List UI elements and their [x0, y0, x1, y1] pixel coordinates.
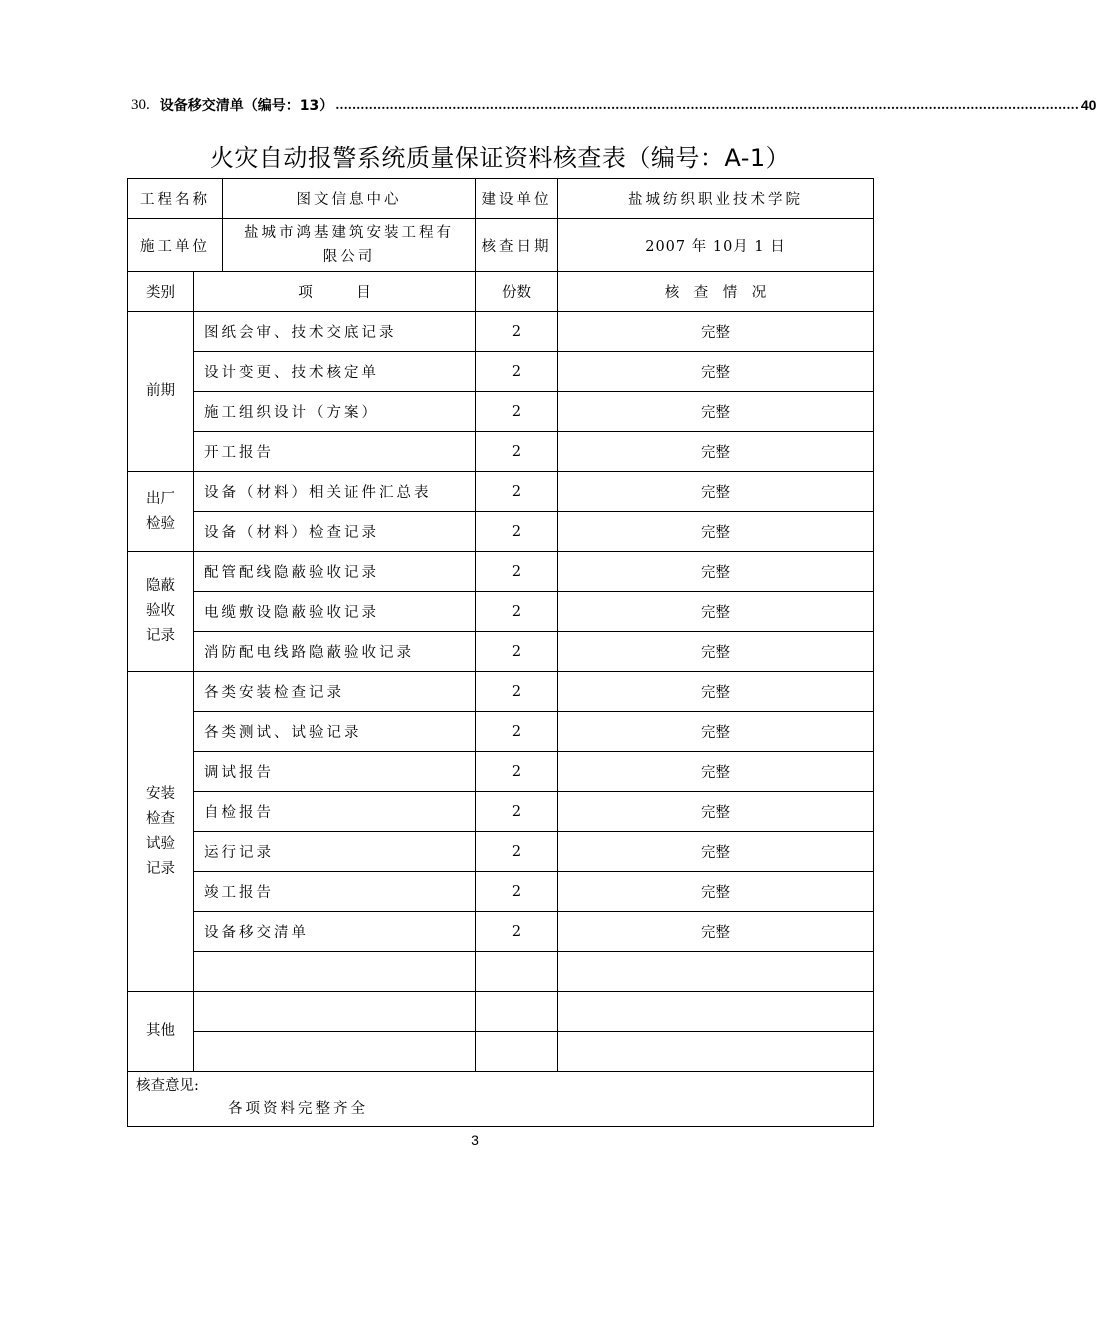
category-line: 其他	[146, 1023, 175, 1039]
row-copies: 2	[476, 512, 558, 552]
table-row-empty	[128, 992, 874, 1032]
category-line: 记录	[146, 628, 175, 644]
table-row	[128, 512, 874, 552]
date-value: 2007 年 10月 1 日	[558, 219, 874, 272]
row-item: 电缆敷设隐蔽验收记录	[194, 592, 476, 632]
row-status: 完整	[558, 352, 874, 392]
row-copies: 2	[476, 832, 558, 872]
category-line: 验收	[146, 603, 175, 619]
empty-cell	[558, 1032, 874, 1072]
table-row	[128, 712, 874, 752]
table-row	[128, 672, 874, 712]
category-line: 检查	[146, 810, 175, 827]
row-status: 完整	[558, 912, 874, 952]
row-status: 完整	[558, 512, 874, 552]
row-item: 竣工报告	[194, 872, 476, 912]
empty-cell	[476, 952, 558, 992]
row-status: 完整	[558, 432, 874, 472]
toc-title: 设备移交清单（编号：13）	[159, 98, 334, 114]
note-text: 各项资料完整齐全	[228, 1101, 368, 1117]
row-status: 完整	[558, 392, 874, 432]
row-copies: 2	[476, 592, 558, 632]
row-status: 完整	[558, 872, 874, 912]
row-item: 配管配线隐蔽验收记录	[194, 552, 476, 592]
row-copies: 2	[476, 752, 558, 792]
row-status: 完整	[558, 792, 874, 832]
info-row-project	[128, 179, 874, 219]
page-number: 3	[471, 1132, 479, 1148]
toc-entry	[131, 94, 1096, 116]
row-copies: 2	[476, 792, 558, 832]
note-row	[128, 1072, 874, 1127]
header-item: 项 目	[194, 272, 476, 312]
row-copies: 2	[476, 912, 558, 952]
empty-cell	[476, 1032, 558, 1072]
empty-cell	[476, 992, 558, 1032]
date-label: 核查日期	[476, 219, 558, 272]
toc-page-number: 40	[1080, 97, 1096, 113]
row-item: 设备移交清单	[194, 912, 476, 952]
row-item: 施工组织设计（方案）	[194, 392, 476, 432]
category-line: 检验	[146, 515, 175, 532]
category-line: 安装	[146, 785, 175, 802]
table-row	[128, 872, 874, 912]
row-status: 完整	[558, 672, 874, 712]
row-status: 完整	[558, 312, 874, 352]
row-status: 完整	[558, 592, 874, 632]
row-item: 运行记录	[194, 832, 476, 872]
category-other	[128, 992, 194, 1072]
table-row	[128, 832, 874, 872]
row-copies: 2	[476, 632, 558, 672]
table-row	[128, 912, 874, 952]
table-row	[128, 752, 874, 792]
header-row	[128, 272, 874, 312]
row-item: 调试报告	[194, 752, 476, 792]
table-row	[128, 552, 874, 592]
category-hidden	[128, 552, 194, 672]
contractor-label: 施工单位	[128, 219, 223, 272]
info-row-contractor	[128, 219, 874, 272]
row-copies: 2	[476, 472, 558, 512]
table-row	[128, 352, 874, 392]
table-row-empty	[128, 952, 874, 992]
row-copies: 2	[476, 712, 558, 752]
category-line: 记录	[146, 860, 175, 877]
category-install	[128, 672, 194, 992]
empty-cell	[194, 952, 476, 992]
table-row	[128, 792, 874, 832]
row-status: 完整	[558, 832, 874, 872]
owner-label: 建设单位	[476, 179, 558, 219]
empty-cell	[558, 992, 874, 1032]
row-item: 设备（材料）相关证件汇总表	[194, 472, 476, 512]
table-row	[128, 312, 874, 352]
table-row	[128, 632, 874, 672]
project-value: 图文信息中心	[223, 179, 476, 219]
quality-check-table	[127, 178, 874, 1127]
row-status: 完整	[558, 752, 874, 792]
table-row	[128, 432, 874, 472]
empty-cell	[194, 992, 476, 1032]
header-category: 类别	[128, 272, 194, 312]
row-copies: 2	[476, 312, 558, 352]
row-copies: 2	[476, 672, 558, 712]
row-item: 开工报告	[194, 432, 476, 472]
row-status: 完整	[558, 632, 874, 672]
table-row	[128, 472, 874, 512]
row-copies: 2	[476, 432, 558, 472]
row-status: 完整	[558, 472, 874, 512]
row-item: 设备（材料）检查记录	[194, 512, 476, 552]
row-item: 图纸会审、技术交底记录	[194, 312, 476, 352]
empty-cell	[558, 952, 874, 992]
table-row	[128, 392, 874, 432]
page-title: 火灾自动报警系统质量保证资料核查表（编号：A-1）	[209, 144, 791, 172]
toc-number: 30.	[131, 96, 150, 113]
category-early	[128, 312, 194, 472]
header-copies: 份数	[476, 272, 558, 312]
note-cell	[128, 1072, 874, 1127]
project-label: 工程名称	[128, 179, 223, 219]
category-line: 前期	[146, 383, 175, 399]
row-status: 完整	[558, 712, 874, 752]
row-copies: 2	[476, 392, 558, 432]
category-line: 出厂	[146, 490, 175, 507]
category-line: 试验	[146, 835, 175, 852]
toc-leader-dots: ..................................................................................................................................................................................	[335, 98, 1079, 112]
row-item: 各类测试、试验记录	[194, 712, 476, 752]
contractor-value: 盐城市鸿基建筑安装工程有限公司	[223, 219, 476, 272]
table-row	[128, 592, 874, 632]
row-status: 完整	[558, 552, 874, 592]
category-line: 隐蔽	[146, 578, 175, 594]
header-status: 核 查 情 况	[558, 272, 874, 312]
category-factory	[128, 472, 194, 552]
empty-cell	[194, 1032, 476, 1072]
table-row-empty	[128, 1032, 874, 1072]
row-copies: 2	[476, 872, 558, 912]
row-copies: 2	[476, 552, 558, 592]
owner-value: 盐城纺织职业技术学院	[558, 179, 874, 219]
row-item: 自检报告	[194, 792, 476, 832]
row-item: 消防配电线路隐蔽验收记录	[194, 632, 476, 672]
row-item: 各类安装检查记录	[194, 672, 476, 712]
row-copies: 2	[476, 352, 558, 392]
note-label: 核查意见:	[136, 1078, 199, 1094]
row-item: 设计变更、技术核定单	[194, 352, 476, 392]
